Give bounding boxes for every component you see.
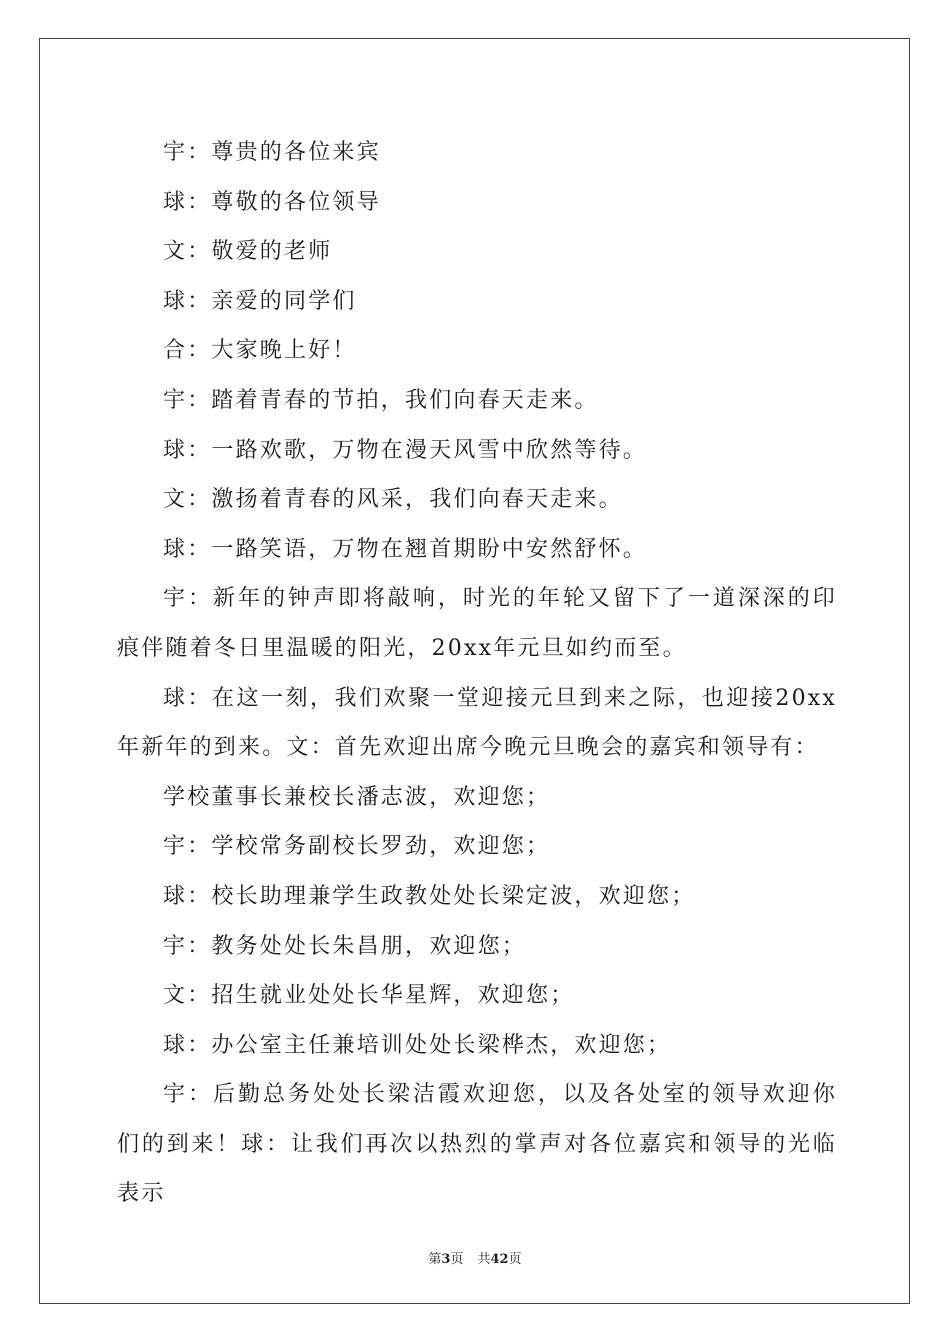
paragraph: 文：招生就业处处长华星辉，欢迎您； bbox=[163, 983, 575, 1009]
paragraph: 球：一路笑语，万物在翘首期盼中安然舒怀。 bbox=[163, 536, 648, 562]
paragraph: 宇：学校常务副校长罗劲，欢迎您； bbox=[163, 834, 551, 860]
total-page-count: 42 bbox=[490, 1252, 509, 1267]
footer-prefix: 第 bbox=[428, 1252, 442, 1267]
paragraph: 球：办公室主任兼培训处处长梁桦杰，欢迎您； bbox=[163, 1032, 672, 1058]
current-page-number: 3 bbox=[441, 1252, 451, 1267]
paragraph: 学校董事长兼校长潘志波，欢迎您； bbox=[163, 784, 551, 810]
paragraph: 球：在这一刻，我们欢聚一堂迎接元旦到来之际，也迎接20xx年新年的到来。文：首先欢迎出席今晚元旦晚会的嘉宾和领导有： bbox=[117, 685, 837, 761]
paragraph: 宇：尊贵的各位来宾 bbox=[163, 140, 381, 165]
paragraph: 宇：新年的钟声即将敲响，时光的年轮又留下了一道深深的印痕伴随着冬日里温暖的阳光，20xx年元旦如约而至。 bbox=[117, 586, 837, 661]
page-footer bbox=[0, 1248, 950, 1267]
paragraph: 宇：教务处处长朱昌朋，欢迎您； bbox=[163, 933, 527, 959]
paragraph: 球：尊敬的各位领导 bbox=[163, 189, 381, 215]
footer-total-prefix: 共 bbox=[477, 1252, 491, 1267]
paragraph: 宇：踏着青春的节拍，我们向春天走来。 bbox=[163, 387, 599, 413]
paragraph: 球：亲爱的同学们 bbox=[163, 288, 357, 314]
paragraph: 球：一路欢歌，万物在漫天风雪中欣然等待。 bbox=[163, 437, 648, 463]
paragraph: 文：敬爱的老师 bbox=[163, 239, 333, 265]
document-body bbox=[117, 128, 837, 1219]
paragraph: 宇：后勤总务处处长梁洁霞欢迎您，以及各处室的领导欢迎你们的到来！球：让我们再次以热烈的掌声对各位嘉宾和领导的光临表示 bbox=[117, 1082, 837, 1207]
paragraph: 文：激扬着青春的风采，我们向春天走来。 bbox=[163, 487, 623, 513]
paragraph: 球：校长助理兼学生政教处处长梁定波，欢迎您； bbox=[163, 883, 696, 909]
footer-page-unit: 页 bbox=[450, 1252, 464, 1267]
paragraph: 合：大家晚上好！ bbox=[163, 338, 357, 364]
footer-total-unit: 页 bbox=[508, 1252, 522, 1267]
